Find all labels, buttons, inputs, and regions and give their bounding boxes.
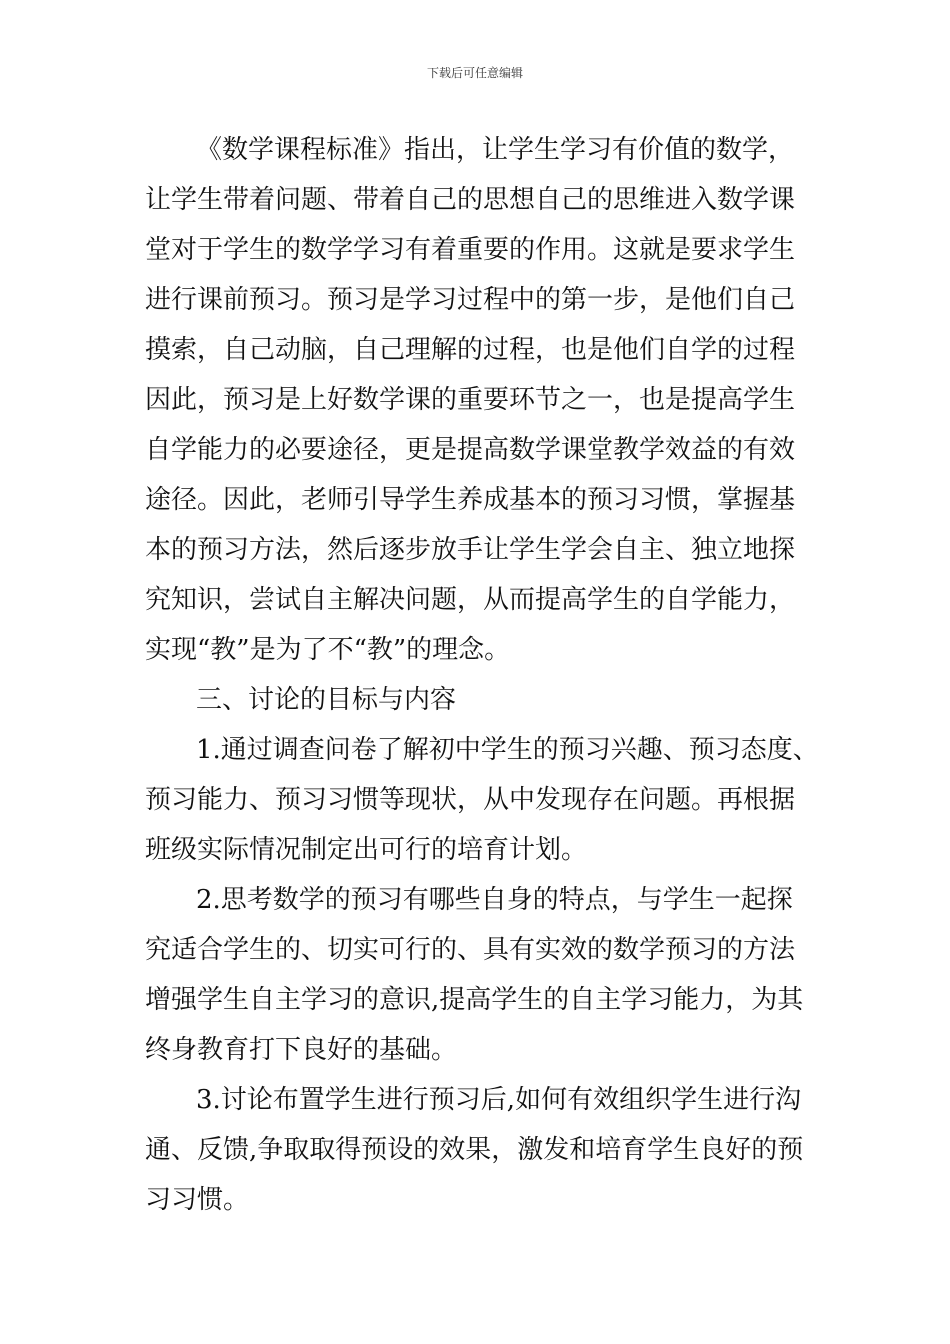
list-item-line: 预习能力、预习习惯等现状，从中发现存在问题。再根据 bbox=[145, 785, 796, 815]
list-item-line: 终身教育打下良好的基础。 bbox=[145, 1035, 458, 1065]
paragraph-line: 堂对于学生的数学学习有着重要的作用。这就是要求学生 bbox=[145, 235, 796, 265]
section-heading: 三、讨论的目标与内容 bbox=[196, 685, 457, 715]
list-item-line: 通、反馈,争取取得预设的效果，激发和培育学生良好的预 bbox=[145, 1135, 804, 1165]
paragraph-line: 摸索，自己动脑，自己理解的过程，也是他们自学的过程 bbox=[145, 335, 796, 365]
list-item-line: 2.思考数学的预习有哪些自身的特点，与学生一起探 bbox=[196, 885, 793, 915]
paragraph-line: 究知识，尝试自主解决问题，从而提高学生的自学能力， bbox=[145, 585, 796, 615]
list-item-line: 1.通过调查问卷了解初中学生的预习兴趣、预习态度、 bbox=[196, 735, 819, 765]
paragraph-line: 进行课前预习。预习是学习过程中的第一步，是他们自己 bbox=[145, 285, 796, 315]
paragraph-line: 实现“教”是为了不“教”的理念。 bbox=[145, 635, 511, 665]
paragraph-line: 途径。因此，老师引导学生养成基本的预习习惯，掌握基 bbox=[145, 485, 796, 515]
paragraph-line: 自学能力的必要途径，更是提高数学课堂教学效益的有效 bbox=[145, 435, 796, 465]
paragraph-line: 本的预习方法，然后逐步放手让学生学会自主、独立地探 bbox=[145, 535, 796, 565]
list-item-line: 习习惯。 bbox=[145, 1185, 250, 1215]
paragraph-line: 因此，预习是上好数学课的重要环节之一，也是提高学生 bbox=[145, 385, 796, 415]
list-item-line: 3.讨论布置学生进行预习后,如何有效组织学生进行沟 bbox=[196, 1085, 802, 1115]
paragraph-line: 《数学课程标准》指出，让学生学习有价值的数学， bbox=[196, 135, 795, 165]
list-item-line: 究适合学生的、切实可行的、具有实效的数学预习的方法 bbox=[145, 935, 796, 965]
paragraph-line: 让学生带着问题、带着自己的思想自己的思维进入数学课 bbox=[145, 185, 796, 215]
page-header-note: 下载后可任意编辑 bbox=[426, 66, 523, 80]
list-item-line: 班级实际情况制定出可行的培育计划。 bbox=[145, 835, 588, 865]
list-item-line: 增强学生自主学习的意识,提高学生的自主学习能力，为其 bbox=[145, 985, 804, 1015]
